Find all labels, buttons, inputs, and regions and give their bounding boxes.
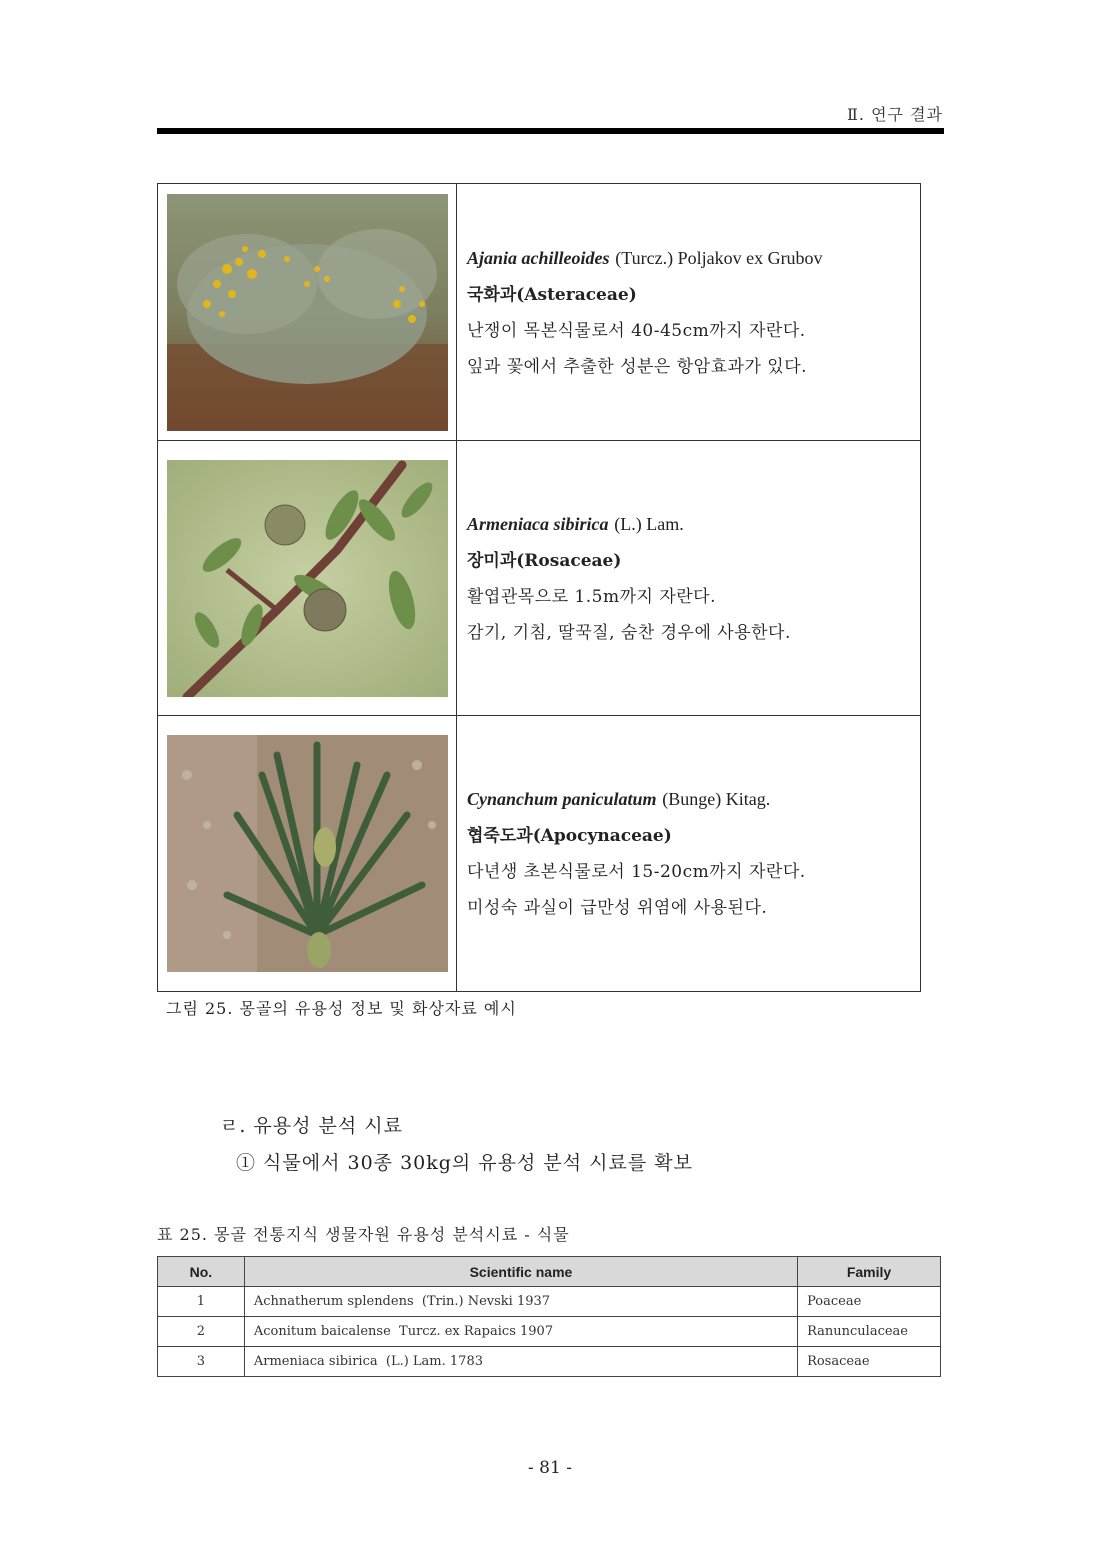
genus-species: Armeniaca sibirica (467, 513, 609, 534)
scientific-name (467, 240, 920, 277)
description-line: 미성숙 과실이 급만성 위염에 사용된다. (467, 898, 768, 918)
cell-no: 3 (158, 1347, 245, 1377)
apricot-branch-photo (167, 460, 448, 697)
section-subheading: ① 식물에서 30종 30kg의 유용성 분석 시료를 확보 (236, 1152, 693, 1174)
scientific-name (467, 781, 920, 818)
photo-cell (158, 184, 457, 440)
column-header-no: No. (158, 1257, 245, 1287)
figure-row (158, 716, 920, 991)
scientific-name (467, 506, 920, 543)
description-line: 다년생 초본식물로서 15-20cm까지 자란다. (467, 862, 806, 882)
genus-species: Ajania achilleoides (467, 247, 610, 268)
running-header: Ⅱ. 연구 결과 (847, 105, 943, 124)
plant-info (457, 184, 920, 440)
yellow-flowering-shrub-photo (167, 194, 448, 431)
table-row (158, 1287, 941, 1317)
plant-info (457, 716, 920, 991)
photo-cell (158, 441, 457, 715)
family-name: 장미과(Rosaceae) (467, 550, 622, 571)
header-rule (157, 128, 944, 134)
column-header-scientific-name: Scientific name (244, 1257, 797, 1287)
column-header-family: Family (798, 1257, 941, 1287)
figure-row (158, 441, 920, 716)
sample-table (157, 1256, 941, 1377)
cell-no: 1 (158, 1287, 245, 1317)
figure-row (158, 184, 920, 441)
cell-no: 2 (158, 1317, 245, 1347)
table-header-row (158, 1257, 941, 1287)
genus-species: Cynanchum paniculatum (467, 789, 657, 809)
cell-scientific-name: Achnatherum splendens (Trin.) Nevski 1937 (244, 1287, 797, 1317)
cell-family: Poaceae (798, 1287, 941, 1317)
description-line: 잎과 꽃에서 추출한 성분은 항암효과가 있다. (467, 356, 808, 377)
family-name: 협죽도과(Apocynaceae) (467, 826, 672, 846)
page-number: - 81 - (528, 1458, 572, 1478)
family-name: 국화과(Asteraceae) (467, 284, 637, 305)
author: (L.) Lam. (614, 513, 684, 534)
figure-caption: 그림 25. 몽골의 유용성 정보 및 화상자료 예시 (166, 999, 517, 1018)
cell-scientific-name: Aconitum baicalense Turcz. ex Rapaics 1907 (244, 1317, 797, 1347)
description-line: 활엽관목으로 1.5m까지 자란다. (467, 586, 717, 607)
narrow-leaf-plant-photo (167, 735, 448, 972)
author: (Bunge) Kitag. (662, 789, 771, 809)
plant-info (457, 441, 920, 715)
author: (Turcz.) Poljakov ex Grubov (615, 247, 823, 268)
description-line: 난쟁이 목본식물로서 40-45cm까지 자란다. (467, 320, 806, 341)
figure-table (157, 183, 921, 992)
photo-cell (158, 716, 457, 991)
cell-scientific-name: Armeniaca sibirica (L.) Lam. 1783 (244, 1347, 797, 1377)
description-line: 감기, 기침, 딸꾹질, 숨찬 경우에 사용한다. (467, 622, 791, 643)
section-heading: ㄹ. 유용성 분석 시료 (220, 1115, 403, 1137)
table-row (158, 1317, 941, 1347)
cell-family: Ranunculaceae (798, 1317, 941, 1347)
table-row (158, 1347, 941, 1377)
cell-family: Rosaceae (798, 1347, 941, 1377)
table-caption: 표 25. 몽골 전통지식 생물자원 유용성 분석시료 - 식물 (157, 1225, 570, 1244)
